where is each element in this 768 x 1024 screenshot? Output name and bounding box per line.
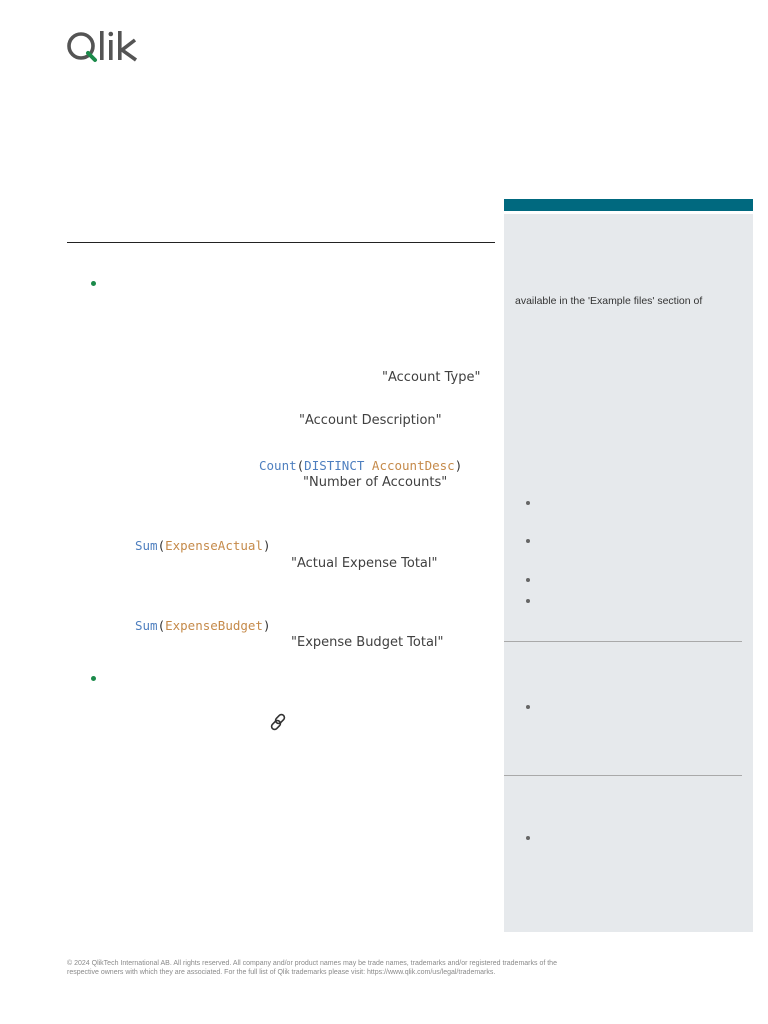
label-account-description: "Account Description"	[299, 413, 442, 428]
sidebar-bullet	[526, 599, 530, 603]
footer-line: respective owners with which they are associated. For the full list of Qlik trademarks please visit: https://www.qlik.com/us/legal/trademarks.	[67, 969, 496, 976]
expression-sum-budget	[135, 618, 270, 633]
sidebar-text: available in the 'Example files' section of	[515, 295, 703, 307]
sidebar-bullet	[526, 501, 530, 505]
sidebar-bullet	[526, 836, 530, 840]
field-name: ExpenseBudget	[165, 618, 263, 633]
open-paren: (	[157, 618, 166, 633]
footer-legal	[67, 959, 667, 977]
sidebar-header-gap	[504, 211, 753, 214]
sidebar-panel	[504, 199, 753, 932]
open-paren: (	[296, 458, 305, 473]
qlik-logo	[67, 26, 141, 66]
label-account-type: "Account Type"	[382, 370, 481, 385]
close-paren: )	[454, 458, 463, 473]
expression-count-distinct	[259, 458, 462, 473]
function-name: Count	[259, 458, 297, 473]
label-expense-budget-total: "Expense Budget Total"	[291, 635, 444, 650]
label-actual-expense-total: "Actual Expense Total"	[291, 556, 438, 571]
bullet	[91, 281, 96, 286]
keyword: DISTINCT	[304, 458, 365, 473]
field-name: ExpenseActual	[165, 538, 263, 553]
link-icon[interactable]	[268, 712, 288, 732]
sidebar-bullet	[526, 539, 530, 543]
function-name: Sum	[135, 538, 158, 553]
expression-sum-actual	[135, 538, 270, 553]
sidebar-bullet	[526, 578, 530, 582]
sidebar-header-bar	[504, 199, 753, 211]
function-name: Sum	[135, 618, 158, 633]
sidebar-bullet	[526, 705, 530, 709]
close-paren: )	[262, 618, 271, 633]
close-paren: )	[262, 538, 271, 553]
label-number-of-accounts: "Number of Accounts"	[303, 475, 448, 490]
sidebar-divider	[504, 775, 742, 776]
footer-line: © 2024 QlikTech International AB. All rights reserved. All company and/or product names may be trade names, trademarks and/or registered trademarks of the	[67, 960, 557, 967]
bullet	[91, 676, 96, 681]
field-name: AccountDesc	[371, 458, 455, 473]
section-divider	[67, 242, 495, 243]
sidebar-divider	[504, 641, 742, 642]
open-paren: (	[157, 538, 166, 553]
